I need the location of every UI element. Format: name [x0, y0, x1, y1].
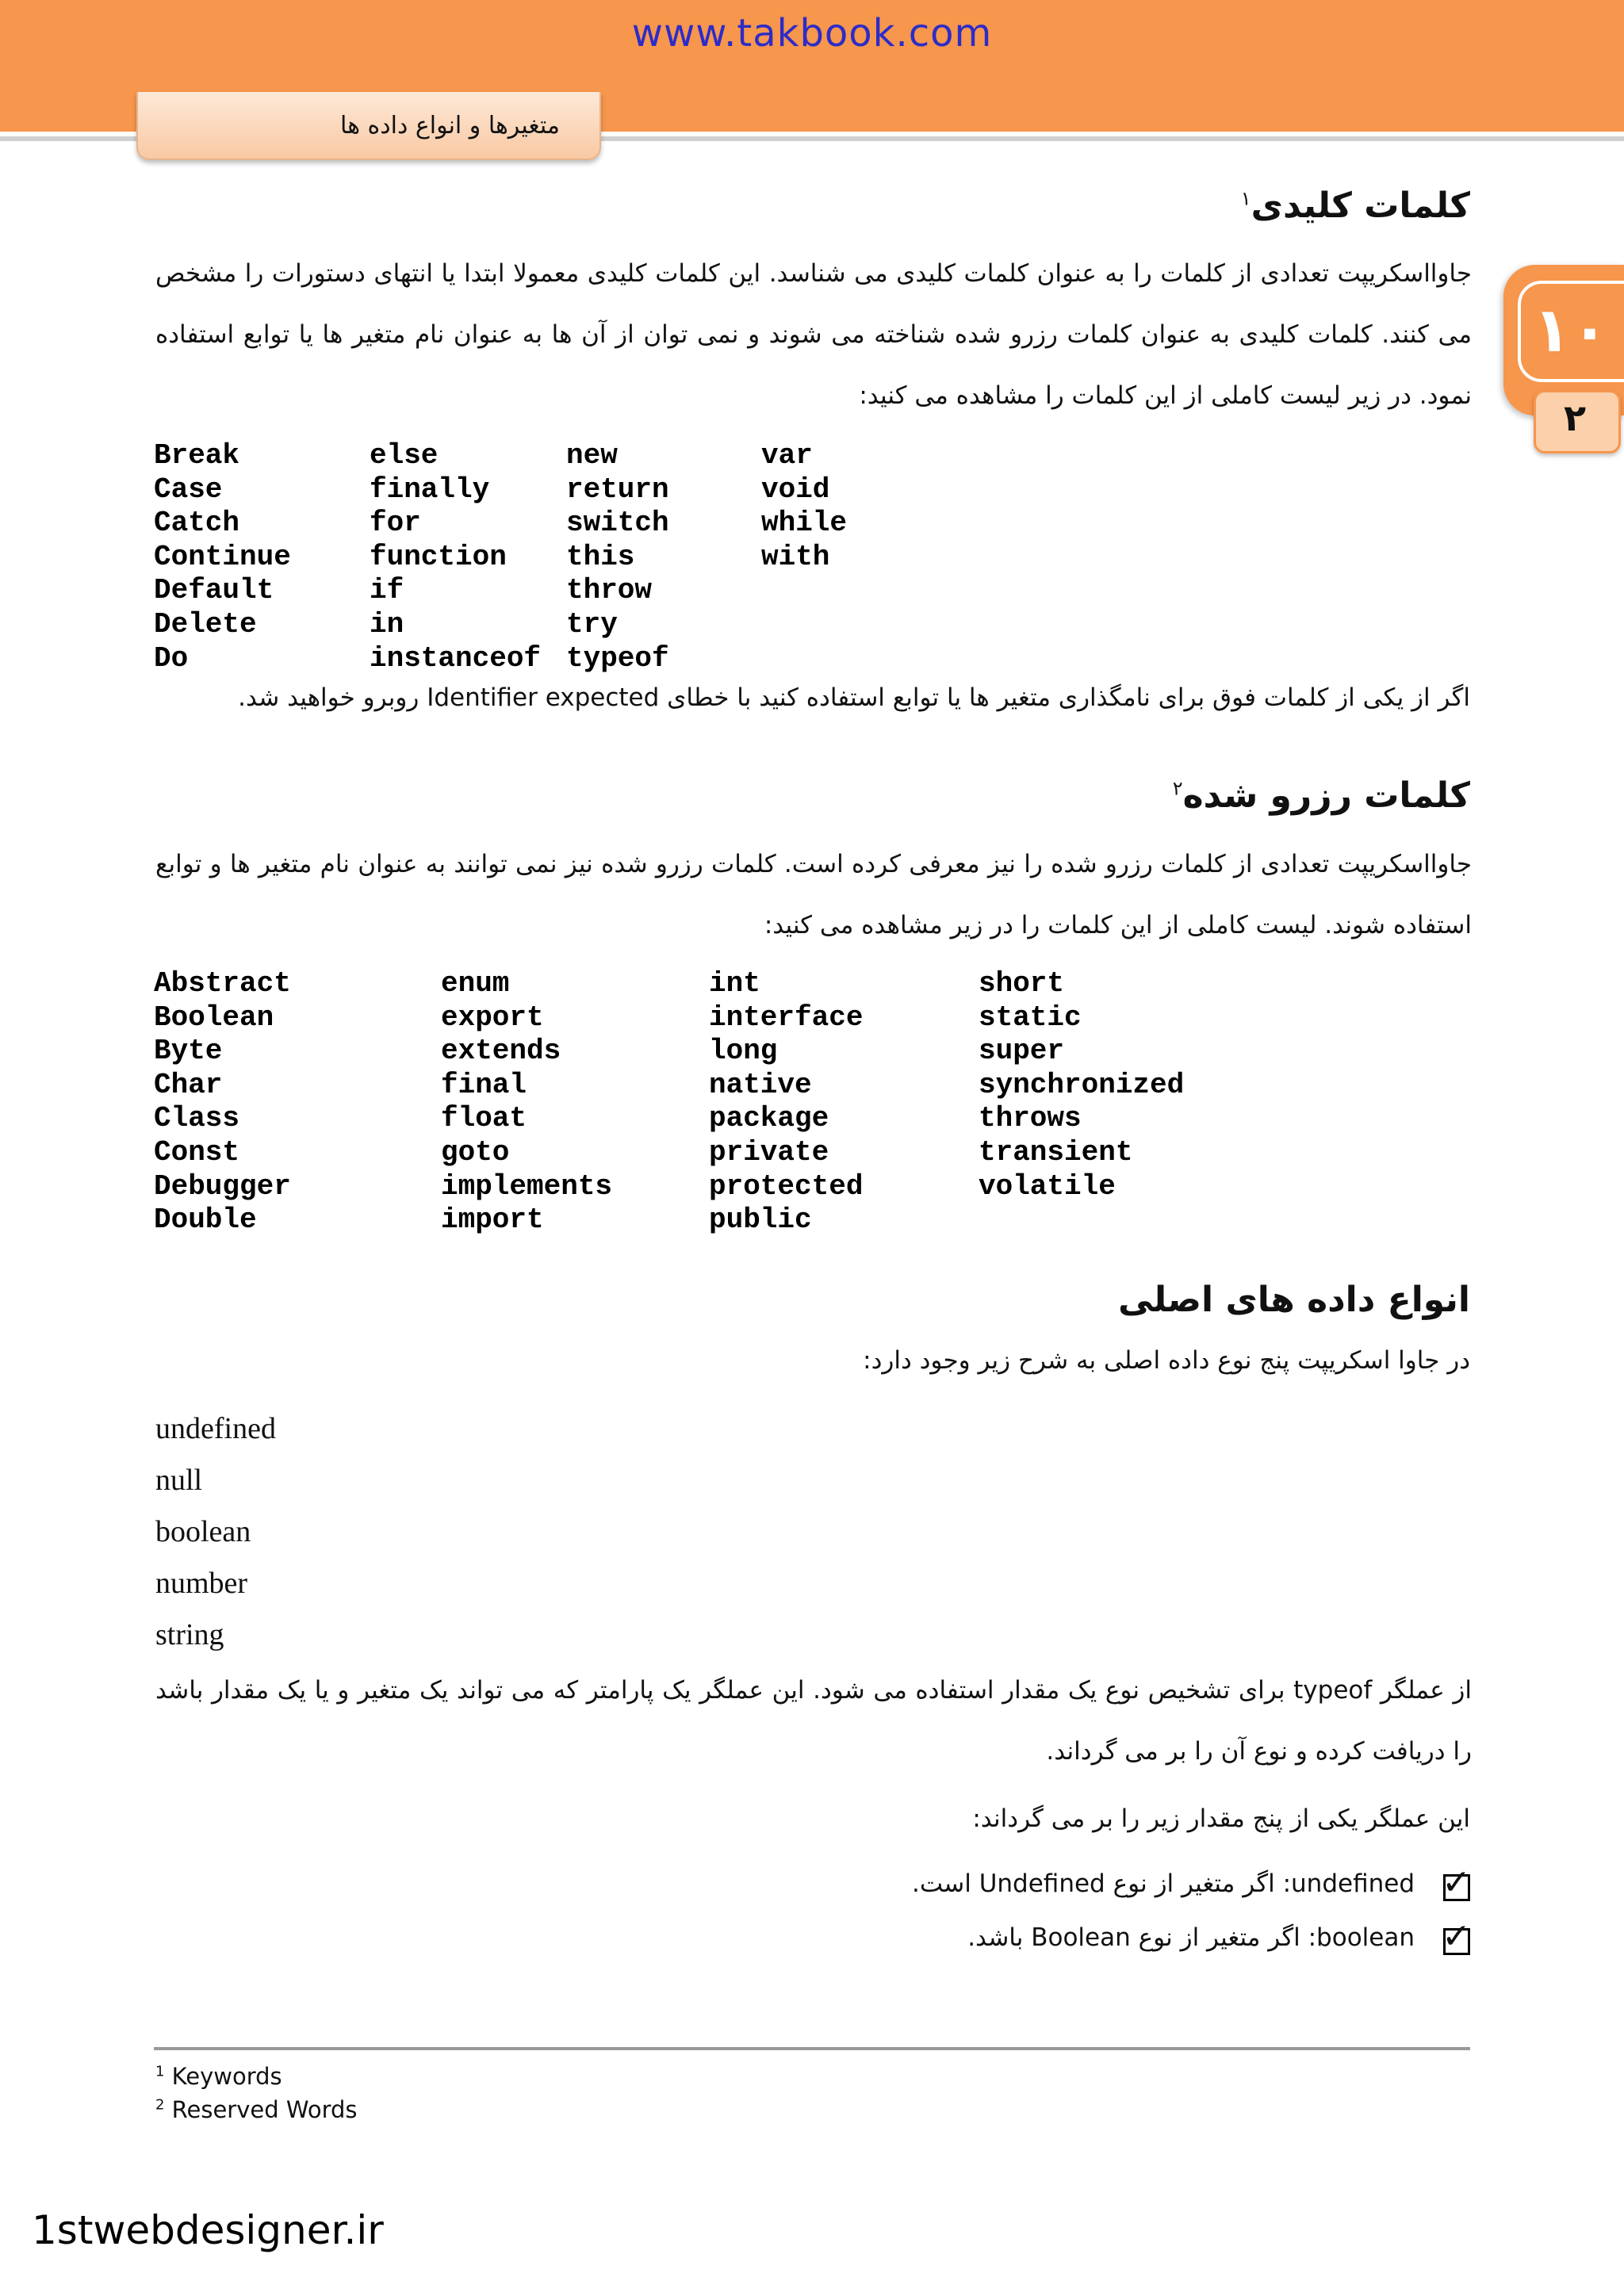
keyword: new — [566, 439, 618, 472]
footnote-divider — [154, 2047, 1470, 2050]
returns-intro: این عملگر یکی از پنج مقدار زیر را بر می گرداند: — [972, 1804, 1470, 1833]
reserved-word: interface — [709, 1001, 864, 1034]
reserved-word: implements — [441, 1169, 613, 1203]
types-list — [155, 1403, 276, 1661]
reserved-col-3 — [709, 967, 863, 1238]
checklist-text: undefined: اگر متغیر از نوع Undefined است. — [911, 1869, 1415, 1898]
reserved-word: extends — [441, 1035, 561, 1068]
keywords-col-1 — [154, 439, 291, 675]
keyword: Default — [154, 574, 274, 607]
reserved-word: Abstract — [154, 967, 291, 1000]
chapter-title: متغیرها و انواع داده ها — [340, 111, 560, 140]
checkbox-icon: ✓ — [1442, 1916, 1471, 1957]
reserved-word: protected — [709, 1169, 864, 1203]
reserved-heading — [1173, 775, 1470, 816]
keyword: return — [566, 473, 669, 506]
types-heading: انواع داده های اصلی — [1118, 1280, 1470, 1320]
reserved-word: volatile — [979, 1169, 1116, 1203]
type-item: undefined — [155, 1412, 276, 1445]
reserved-word: private — [709, 1135, 829, 1169]
reserved-word: import — [441, 1203, 544, 1237]
reserved-word: Boolean — [154, 1001, 274, 1034]
site-url[interactable]: www.takbook.com — [631, 11, 993, 55]
keyword: if — [370, 574, 404, 607]
keyword: function — [370, 540, 507, 573]
keyword: Case — [154, 473, 223, 506]
keywords-paragraph: جاوااسکریپت تعدادی از کلمات را به عنوان کلمات کلیدی می شناسد. این کلمات کلیدی معمولا ابتدا یا انتهای دستورات را مشخص می کنند. کلمات کلیدی به عنوان کلمات رزرو شده شناخته می شوند و نمی توان از آن ها به عنوان نام متغیر ها یا توابع استفاده نمود. در زیر لیست کاملی از این کلمات را مشاهده می کنید: — [155, 259, 1472, 410]
reserved-word: export — [441, 1001, 544, 1034]
reserved-word: int — [709, 967, 760, 1000]
reserved-word: public — [709, 1203, 812, 1237]
footnote-text: Keywords — [171, 2063, 282, 2090]
reserved-word: short — [979, 967, 1065, 1000]
reserved-word: Const — [154, 1135, 240, 1169]
keywords-heading-text: کلمات کلیدی — [1251, 186, 1470, 226]
reserved-word: goto — [441, 1135, 510, 1169]
keyword: Continue — [154, 540, 291, 573]
type-item: string — [155, 1618, 224, 1651]
keyword: Do — [154, 641, 189, 675]
footnote — [155, 2063, 282, 2090]
reserved-col-2 — [441, 967, 612, 1238]
keywords-col-3 — [566, 439, 669, 675]
section-number: ۲ — [1563, 396, 1587, 439]
checklist-text: boolean: اگر متغیر از نوع Boolean باشد. — [967, 1923, 1415, 1952]
keyword: Break — [154, 439, 240, 472]
keywords-col-4 — [761, 439, 847, 574]
keyword: while — [761, 507, 848, 540]
keyword: throw — [566, 574, 653, 607]
keyword: finally — [370, 473, 490, 506]
type-item: null — [155, 1464, 203, 1497]
footnote — [155, 2096, 358, 2123]
watermark: 1stwebdesigner.ir — [32, 2207, 384, 2253]
keyword: typeof — [566, 641, 669, 675]
reserved-col-4 — [979, 967, 1184, 1203]
reserved-word: super — [979, 1035, 1065, 1068]
chapter-number: ۱۰ — [1533, 295, 1609, 366]
checkbox-icon: ✓ — [1442, 1862, 1471, 1903]
reserved-word: native — [709, 1068, 812, 1101]
keywords-heading — [1241, 186, 1470, 226]
reserved-word: Debugger — [154, 1169, 291, 1203]
keyword: var — [761, 439, 813, 472]
keyword: this — [566, 540, 635, 573]
reserved-word: throws — [979, 1102, 1082, 1135]
footnote-text: Reserved Words — [171, 2096, 358, 2123]
reserved-word: Char — [154, 1068, 223, 1101]
reserved-word: Class — [154, 1102, 240, 1135]
keyword: with — [761, 540, 830, 573]
reserved-word: static — [979, 1001, 1082, 1034]
footnote-number: 1 — [155, 2063, 165, 2080]
keyword: Catch — [154, 507, 240, 540]
checklist-item — [911, 1862, 1471, 1903]
reserved-word: enum — [441, 967, 510, 1000]
reserved-word: Double — [154, 1203, 257, 1237]
footnote-number: 2 — [155, 2096, 165, 2114]
checklist-item — [967, 1916, 1471, 1957]
reserved-word: package — [709, 1102, 829, 1135]
type-item: number — [155, 1567, 248, 1600]
reserved-col-1 — [154, 967, 291, 1238]
reserved-word: final — [441, 1068, 527, 1101]
reserved-word: float — [441, 1102, 527, 1135]
keyword: instanceof — [370, 641, 542, 675]
reserved-heading-text: کلمات رزرو شده — [1182, 775, 1470, 816]
keyword: Delete — [154, 607, 257, 641]
keyword: try — [566, 607, 618, 641]
reserved-word: synchronized — [979, 1068, 1185, 1101]
reserved-paragraph: جاوااسکریپت تعدادی از کلمات رزرو شده را نیز معرفی کرده است. کلمات رزرو شده نیز نمی توانند به عنوان نام متغیر ها و توابع استفاده شوند. لیست کاملی از این کلمات را در زیر مشاهده می کنید: — [155, 850, 1472, 939]
keyword: void — [761, 473, 830, 506]
footnote-ref-2: ۲ — [1172, 777, 1183, 800]
type-item: boolean — [155, 1515, 251, 1548]
reserved-word: long — [709, 1035, 778, 1068]
keyword: else — [370, 439, 439, 472]
footnote-ref-1: ۱ — [1240, 187, 1251, 210]
keyword: for — [370, 507, 421, 540]
keyword: in — [370, 607, 404, 641]
keywords-note: اگر از یکی از کلمات فوق برای نامگذاری متغیر ها یا توابع استفاده کنید با خطای Identifier expected روبرو خواهید شد. — [238, 683, 1470, 712]
reserved-word: transient — [979, 1135, 1133, 1169]
typeof-paragraph: از عملگر typeof برای تشخیص نوع یک مقدار استفاده می شود. این عملگر یک پارامتر که می تواند یک متغیر و یا یک مقدار باشد را دریافت کرده و نوع آن را بر می گرداند. — [155, 1676, 1473, 1766]
types-intro: در جاوا اسکریپت پنج نوع داده اصلی به شرح زیر وجود دارد: — [863, 1346, 1470, 1375]
reserved-word: Byte — [154, 1035, 223, 1068]
keywords-col-2 — [370, 439, 541, 675]
keyword: switch — [566, 507, 669, 540]
chapter-tab — [136, 92, 601, 160]
